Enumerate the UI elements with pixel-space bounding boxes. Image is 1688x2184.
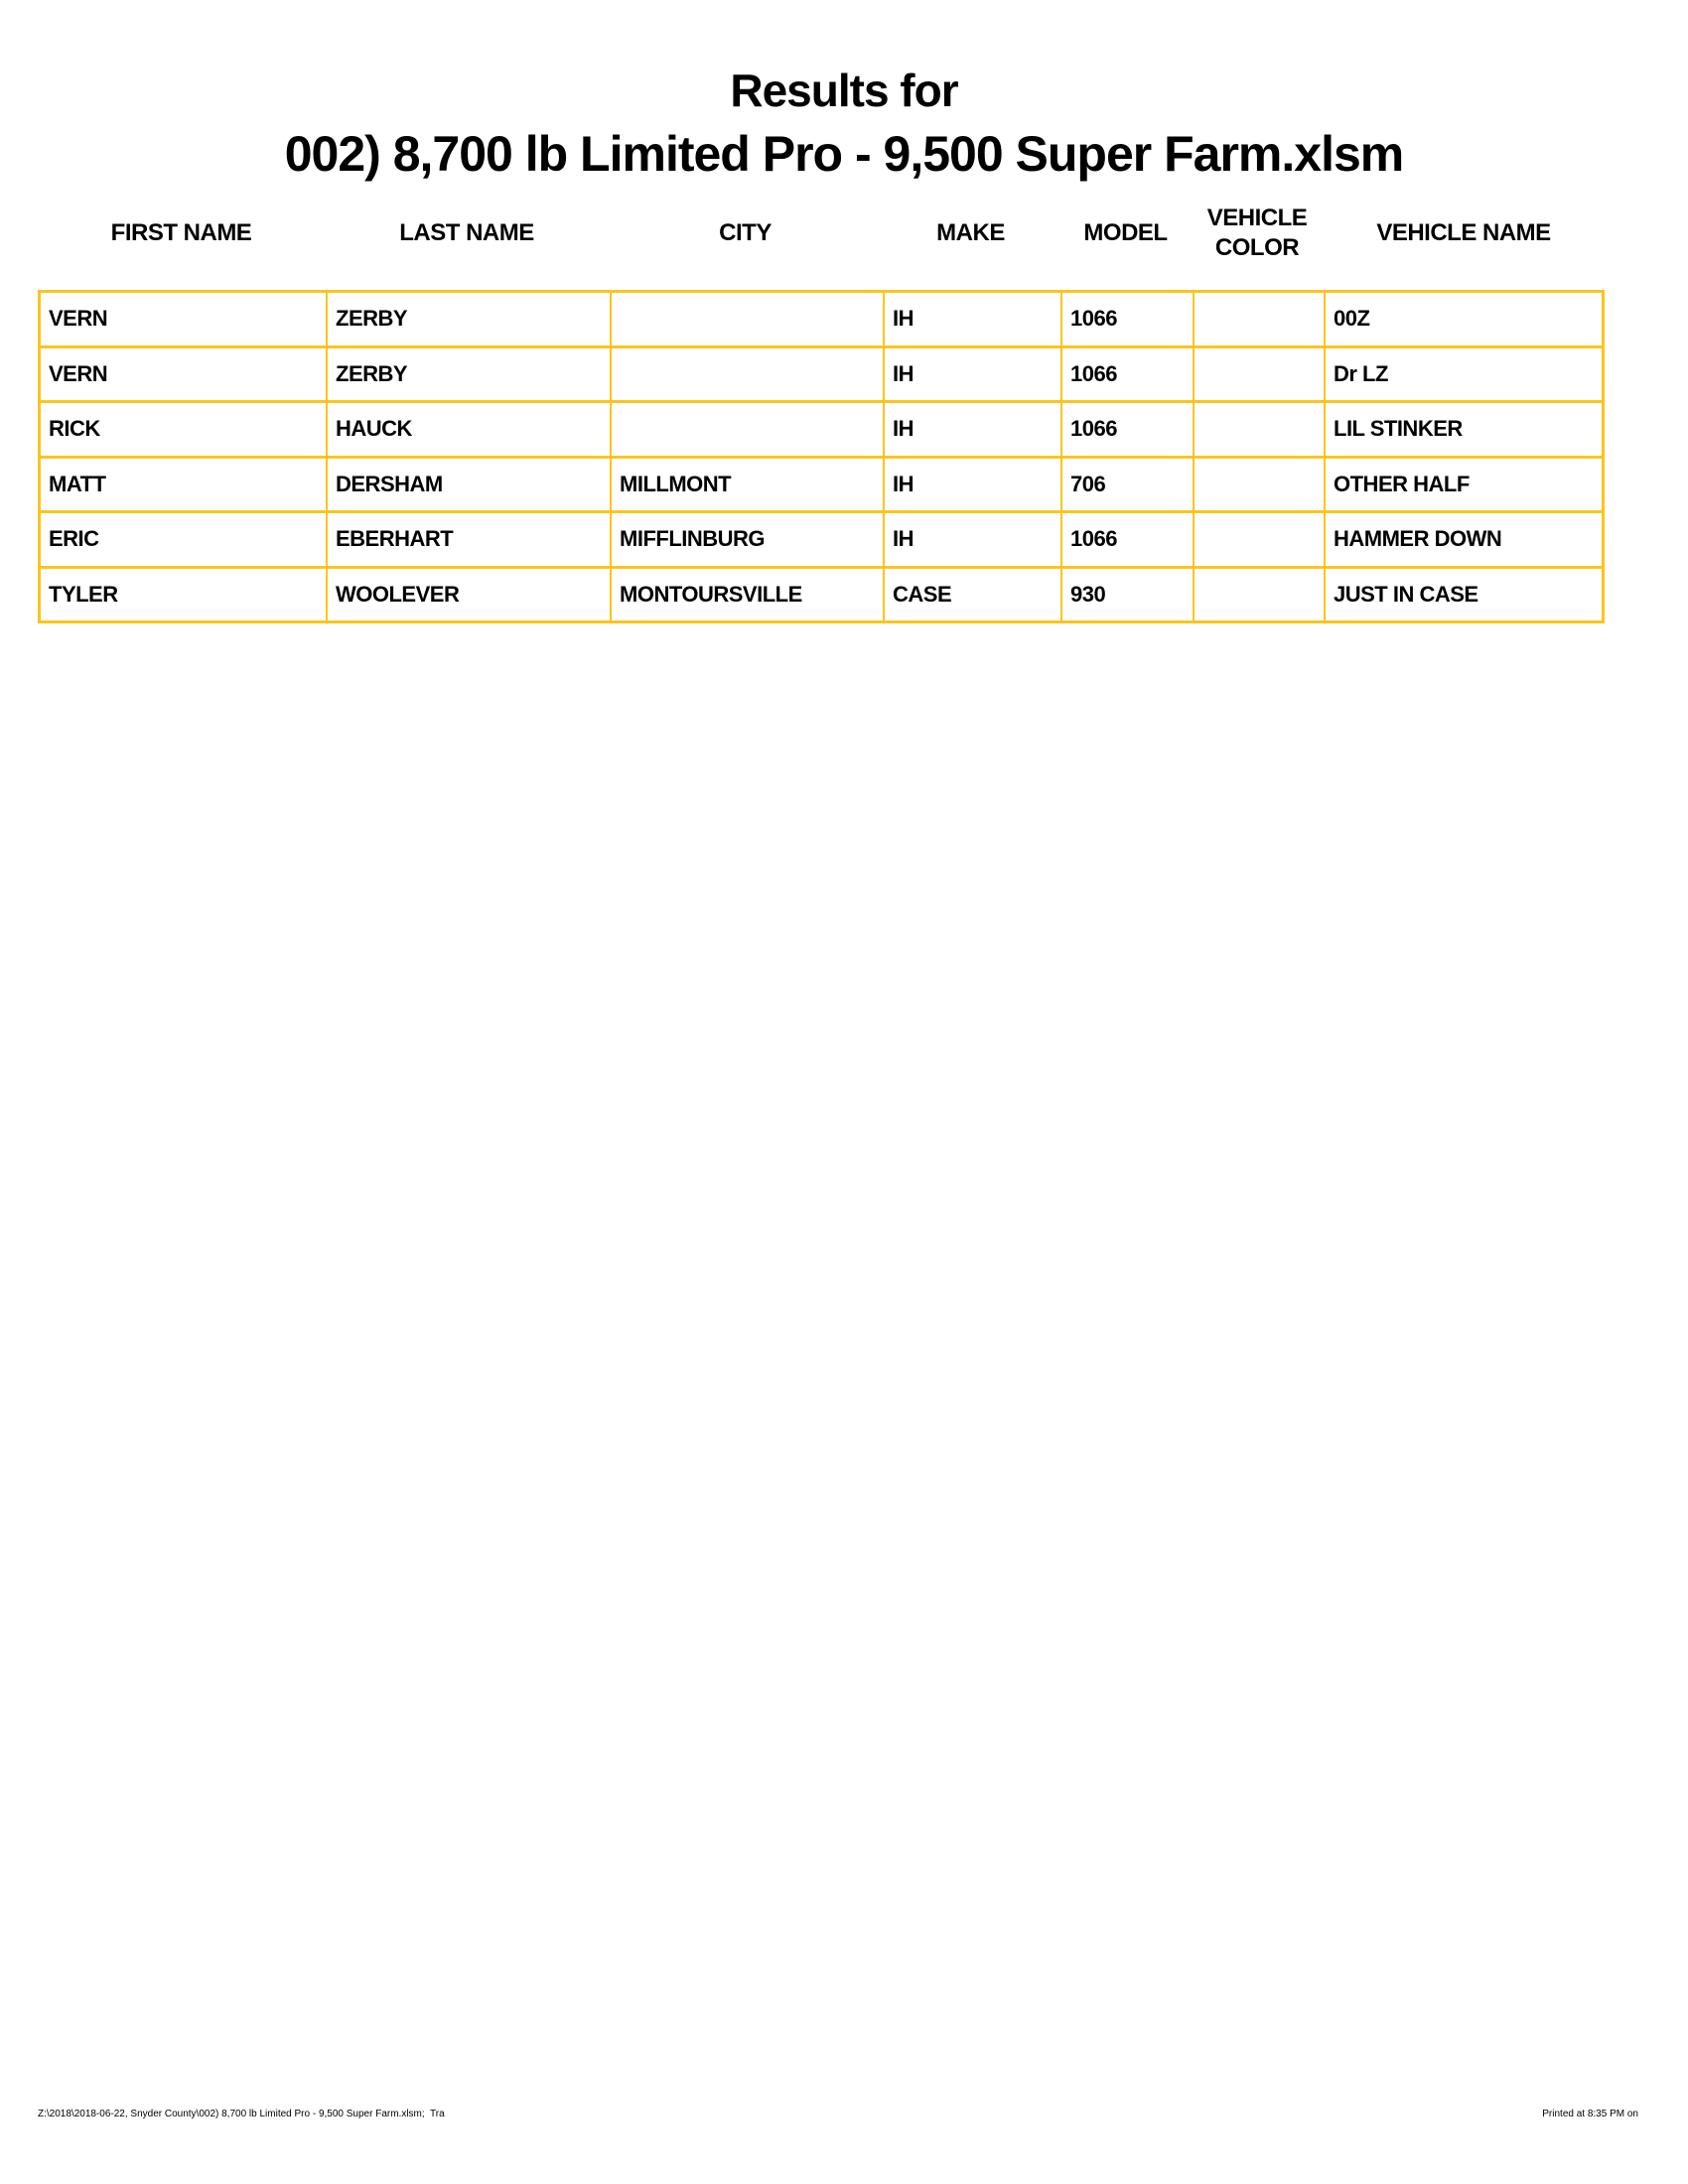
table-cell-last-name: DERSHAM — [328, 459, 612, 511]
table-cell-first-name: VERN — [41, 293, 328, 345]
table-cell-vehicle-name: Dr LZ — [1334, 360, 1388, 386]
table-cell-last-name: ZERBY — [328, 348, 612, 401]
table-row — [41, 293, 1602, 348]
table-cell-model: 1066 — [1062, 348, 1195, 401]
table-cell-vehicle-color — [1195, 459, 1326, 511]
table-cell-vehicle-name: JUST IN CASE — [1334, 581, 1478, 607]
column-header-last-name: LAST NAME — [399, 219, 534, 246]
table-cell-city: MILLMONT — [612, 459, 885, 511]
column-header-vehicle-color: VEHICLE COLOR — [1206, 205, 1308, 261]
table-cell-model: 1066 — [1062, 403, 1195, 456]
page-footer — [38, 2109, 1638, 2119]
table-cell-first-name: TYLER — [41, 569, 328, 621]
table-cell-last-name: HAUCK — [328, 403, 612, 456]
footer-file-path: Z:\2018\2018-06-22, Snyder County\002) 8,700 lb Limited Pro - 9,500 Super Farm.xlsm; Tra — [38, 2109, 445, 2119]
table-cell-city — [612, 293, 885, 345]
table-cell-model: 1066 — [1062, 513, 1195, 566]
table-cell-make: CASE — [885, 569, 1062, 621]
column-header-city: CITY — [719, 219, 772, 246]
footer-printed-at: Printed at 8:35 PM on — [1542, 2109, 1638, 2119]
table-cell-city: MIFFLINBURG — [612, 513, 885, 566]
column-header-vehicle-name: VEHICLE NAME — [1376, 219, 1551, 246]
table-cell-first-name: MATT — [41, 459, 328, 511]
table-cell-vehicle-color — [1195, 293, 1326, 345]
table-cell-vehicle-name: OTHER HALF — [1334, 471, 1470, 496]
table-cell-make: IH — [885, 403, 1062, 456]
table-cell-make: IH — [885, 513, 1062, 566]
table-row — [41, 513, 1602, 569]
table-cell-vehicle-name: HAMMER DOWN — [1334, 526, 1502, 552]
column-header-make: MAKE — [936, 219, 1005, 246]
table-header-row — [38, 202, 1605, 265]
report-filename-title: 002) 8,700 lb Limited Pro - 9,500 Super Farm.xlsm — [284, 126, 1404, 182]
table-cell-vehicle-name: LIL STINKER — [1334, 416, 1463, 442]
table-cell-first-name: VERN — [41, 348, 328, 401]
table-row — [41, 459, 1602, 514]
table-row — [41, 403, 1602, 459]
table-cell-vehicle-color — [1195, 403, 1326, 456]
table-cell-make: IH — [885, 459, 1062, 511]
results-table — [38, 290, 1605, 623]
table-cell-model: 706 — [1062, 459, 1195, 511]
table-cell-model: 1066 — [1062, 293, 1195, 345]
table-cell-last-name: WOOLEVER — [328, 569, 612, 621]
table-row — [41, 348, 1602, 404]
table-cell-make: IH — [885, 348, 1062, 401]
table-cell-vehicle-color — [1195, 348, 1326, 401]
table-cell-make: IH — [885, 293, 1062, 345]
page-title: Results for — [730, 65, 958, 116]
table-cell-last-name: ZERBY — [328, 293, 612, 345]
table-row — [41, 569, 1602, 621]
table-cell-city — [612, 403, 885, 456]
table-cell-model: 930 — [1062, 569, 1195, 621]
table-cell-last-name: EBERHART — [328, 513, 612, 566]
column-header-model: MODEL — [1083, 219, 1168, 246]
table-cell-first-name: RICK — [41, 403, 328, 456]
table-cell-city — [612, 348, 885, 401]
table-cell-vehicle-color — [1195, 569, 1326, 621]
column-header-first-name: FIRST NAME — [110, 219, 252, 246]
table-cell-first-name: ERIC — [41, 513, 328, 566]
table-cell-city: MONTOURSVILLE — [612, 569, 885, 621]
table-cell-vehicle-name: 00Z — [1334, 306, 1370, 332]
table-cell-vehicle-color — [1195, 513, 1326, 566]
